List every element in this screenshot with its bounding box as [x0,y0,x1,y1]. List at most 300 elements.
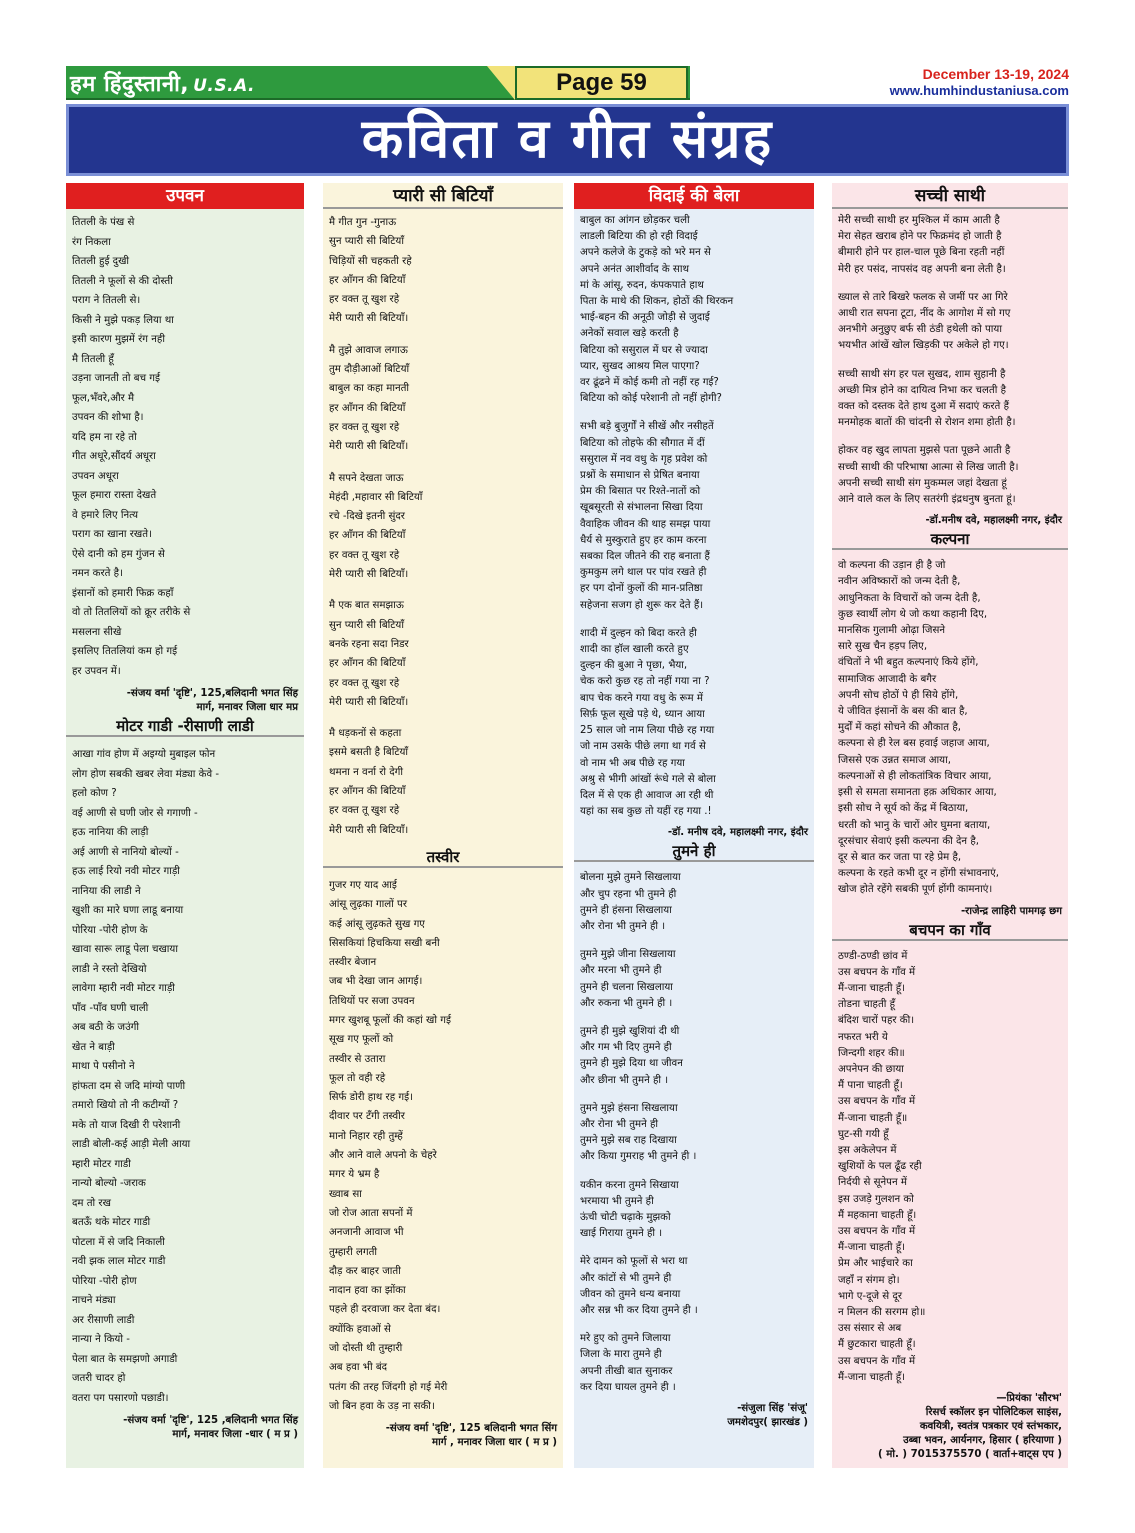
poem-line: खुशी का मारे घणा लाडू बनाया [72,905,184,916]
poem-line: जतरी चादर हो [72,1373,126,1384]
poem-line: तुमने ही मुझे दिया था जीवन [580,1058,683,1070]
poem-line: खूबसूरती से संभालना सिखा दिया [580,502,703,514]
poem-line: अर रीसाणी लाडी [72,1314,135,1326]
poem-line: दिल में से एक ही आवाज आ रही थी [580,789,714,801]
poem-line: मां के आंसू, रुदन, कंपकपाते हाथ [580,279,704,291]
website-link[interactable]: www.humhindustaniusa.com [889,83,1069,98]
poem-line: मके तो याज दिखी री परेशानी [72,1119,181,1131]
poem-line: प्रश्नों के समाधान से प्रेषित बनाया [580,470,700,482]
poem-line: हर उपवन में। [72,665,121,677]
poem-line: पोरिया -पोरी होण के [72,924,148,936]
poem-line: इसलिए तितलियां कम हो गई [72,646,178,657]
poem-line: पाँव -पाँव घणी चाली [72,1002,149,1014]
poem-line: हलो कोण ? [72,788,117,799]
poem-line: बनके रहना सदा निडर [329,638,409,650]
poem-line: मानो निहार रही तुम्हें [329,1130,403,1142]
poem-line: निर्दयी से सूनेपन में [838,1177,907,1189]
poem-line: दम तो रख [72,1197,111,1209]
poem-line: मरे हुए को तुमने जिलाया [580,1333,671,1345]
poem-line: नाचने मंड्या [72,1295,116,1306]
poem-line: दूर से बात कर जता पा रहे प्रेम है, [838,851,962,863]
byline: -राजेन्द्र लाहिरी पामगढ़ छग [960,905,1062,917]
byline: —प्रियंका 'सौरभ' [996,1393,1062,1404]
poem-line: और रोना भी तुमने ही । [580,920,666,932]
poem-pyari-bitiya [323,209,563,844]
poem-line: तुमने मुझे सब राह दिखाया [580,1135,677,1147]
poem-line: म्हारी मोटर गाडी [72,1158,131,1170]
poem-line: पहले ही दरवाजा कर देता बंद। [329,1304,441,1316]
column-3 [574,183,814,1468]
poem-line: वर ढूंढने में कोई कमी तो नहीं रह गई? [580,377,719,389]
poem-line: मै तुझे आवाज लगाऊ [329,344,408,356]
poem-line: जहाँ न संगम हो। [838,1274,900,1286]
poem-line: लाडी ने रस्तो देखियो [72,963,147,975]
poem-line: मसलना सीखे [72,626,122,638]
poem-line: सिसकियां हिचकिया सखी बनी [329,937,440,949]
stanza-gap [580,1242,808,1254]
poem-vidai [574,209,814,824]
poem-title-sacchi-sathi: सच्ची साथी [832,183,1068,209]
banner-title: कविता व गीत संग्रह [361,107,774,170]
poem-line: ऊंची चोटी चढ़ाके मुझको [580,1211,671,1223]
poem-line: पिता के माथे की शिकन, होठों की थिरकन [580,296,734,308]
poem-line: सहेजना सजग हो शुरू कर देते हैं। [580,599,704,611]
poem-line: ससुराल में नव वधु के गृह प्रवेश को [580,453,708,465]
poem-line: हर आँगन की बिटियाँ [329,530,406,542]
poem-kalpana [832,554,1068,902]
poem-line: हर पग दोनों कुलों की मान-प्रतिष्ठा [580,583,703,595]
stanza-gap [329,457,557,469]
poem-line: कई आंसू लुढ़कते सुख गए [329,918,425,930]
poem-line: कल्पनाओं से ही लोकतांत्रिक विचार आया, [838,770,992,782]
poem-line: वंचितों ने भी बहुत कल्पनाएं किये होंगे, [838,657,979,669]
poem-line: प्यार, सुखद आश्रय मिल पाएगा? [580,360,700,372]
poem-line: आधुनिकता के विचारों को जन्म देती है, [838,592,981,604]
poem-line: नफरत भरी ये [838,1031,888,1043]
poem-line: अपनी तीखी बात सुनाकर [580,1365,673,1377]
poem-line: शादी में दुल्हन को बिदा करते ही [580,627,697,639]
poem-line: हर वक्त तू खुश रहे [329,421,400,433]
stanza-gap [329,329,557,341]
poem-line: तस्वीर बेजान [329,957,377,969]
poem-line: कुमकुम लगे थाल पर पांव रखते ही [580,567,707,579]
poem-line: यदि हम ना रहे तो [72,431,137,443]
poem-line: तुम दौड़ीआओं बिटियाँ [329,364,410,376]
poem-upvan [66,209,304,685]
poem-tasveer [323,872,563,1420]
poem-line: मगर खुशबू फूलों की कहां खो गई [329,1014,451,1026]
poem-line: होकर वह खुद लापता मुझसे पता पूछने आती है [838,445,1011,457]
poem-line: क्योंकि हवाओं से [329,1323,391,1335]
poem-line: जीवन को तुमने धन्य बनाया [580,1288,681,1300]
poem-line: भरमाया भी तुमने ही [580,1195,654,1207]
poem-line: वई आणी से घणी जोर से गगाणी - [72,807,198,819]
byline: -संजय वर्मा 'दृष्टि', 125 ,बलिदानी भगत सिंह [123,1415,298,1426]
poem-line: यकीन करना तुमने सिखाया [580,1179,679,1191]
poem-line: और आने वाले अपनो के चेहरे [329,1150,437,1162]
poem-sacchi-sathi [832,209,1068,512]
poem-line: दीवार पर टँगी तस्वीर [329,1111,405,1123]
poem-title-motor-gadi: मोटर गाडी -रीसाणी लाडी [66,715,304,737]
poem-line: तुमने मुझे हंसना सिखलाया [580,1102,678,1114]
poem-title-tumne-hi: तुमने ही [574,840,814,862]
poem-line: मैं पाना चाहती हूँ। [838,1080,903,1092]
poem-line: रंग निकला [72,236,111,248]
poem-line: मै एक बात समझाऊ [329,600,404,612]
stanza-gap [329,584,557,596]
poem-line: हर वक्त तू खुश रहे [329,294,400,306]
poem-line: प्रेम और भाईचारे का [838,1258,913,1270]
poem-line: खावा सारू लाडू पेला चखाया [72,944,178,955]
poem-line: थमना न वर्ना रो देगी [329,766,404,778]
poem-line: तिथियों पर सजा उपवन [329,995,415,1007]
poem-line: गुजर गए याद आई [329,879,397,891]
poem-line: अपनेपन की छाया [838,1063,904,1075]
poem-line: हर आँगन की बिटियाँ [329,658,406,670]
poem-line: पोटला में से जदि निकाली [72,1236,165,1248]
poem-line: खोज होते रहेंगे सबकी पूर्ण होंगी कामनाएं। [838,884,993,896]
byline: जमशेदपुर( झारखंड ) [727,1417,808,1428]
poem-line: तितली के पंख से [72,217,135,228]
poem-line: अपने अनंत आशीर्वाद के साथ [580,263,689,275]
poem-line: गीत अधूरे,सौंदर्य अधूरा [72,451,156,462]
poem-line: हऊ नानिया की लाड़ी [72,827,149,838]
poem-line: सुन प्यारी सी बिटियाँ [329,619,404,631]
poem-line: अपनी सोच होठों पे ही सिये होंगे, [838,689,959,701]
poem-line: वे हमारे लिए नित्य [72,509,139,521]
poem-line: तुमने ही हंसना सिखलाया [580,904,672,916]
poem-line: हर आँगन की बिटियाँ [329,402,406,414]
poem-line: कल्पना से ही रेल बस हवाई जहाज आया, [838,738,990,750]
poem-line: मेरी प्यारी सी बिटियाँ। [329,441,409,453]
poem-line: भयभीत आंखें खोल खिड़की पर अकेले हो गए। [838,340,1009,352]
poem-line: मेरी प्यारी सी बिटियाँ। [329,824,409,836]
poem-line: वतरा पग पसारणो पछाडी। [72,1392,169,1404]
poem-line: मेरा सेहत खराब होने पर फिक्रमंद हो जाती है [838,231,1002,243]
poem-tumne-hi [574,866,814,1400]
poem-line: तितली हुई दुखी [72,256,130,267]
poem-line: दुल्हन की बुआ ने पृछा, भैया, [580,660,688,672]
poem-line: कर दिया घायल तुमने ही । [580,1381,676,1393]
poem-line: जो दोस्ती थी तुम्हारी [329,1343,403,1355]
poem-title-tasveer: तस्वीर [323,846,563,868]
poem-line: मेरी सच्ची साथी हर मुश्किल में काम आती है [838,215,1000,226]
poem-line: बाबुल का आंगन छोड़कर चली [580,215,690,226]
poem-line: तमारो खियो तो नी कटीग्यों ? [72,1100,179,1111]
poem-line: फूल,भँवरे,और मै [72,392,135,404]
stanza-gap [580,1012,808,1024]
poem-line: पेला बात के समझणो अगाडी [72,1353,178,1365]
poem-line: उपवन अधूरा [72,470,119,482]
poem-line: हर वक्त तू खुश रहे [329,805,400,817]
poem-line: वो नाम भी अब पीछे रह गया [580,757,685,769]
poem-line: इस उजड़े गुलशन को [838,1193,914,1205]
poem-line: और चुप रहना भी तुमने ही [580,888,677,900]
poem-line: सुन प्यारी सी बिटियाँ [329,236,404,248]
page-number: Page 59 [515,66,688,100]
poem-line: हर वक्त तू खुश रहे [329,677,400,689]
poem-line: तुमने ही चलना सिखलाया [580,981,673,993]
poem-line: भाई-बहन की अनूठी जोड़ी से जुदाई [580,312,710,324]
poem-line: लोग होण सबकी खबर लेवा मंड्या केवे - [72,768,220,780]
poem-line: तस्वीर से उतारा [329,1053,386,1065]
poem-title-pyari-bitiya: प्यारी सी बिटियाँ [323,183,563,209]
poem-line: रचे -दिखे इतनी सुंदर [329,511,405,523]
stanza-gap [838,431,1062,443]
poem-line: और छीना भी तुमने ही । [580,1074,669,1086]
column-1 [66,183,304,1468]
byline: मार्ग, मनावर जिला धार मप्र [196,702,298,713]
poem-line: सारे सुख चैन हड़प लिए, [838,641,928,653]
poem-line: अनजानी आवाज भी [329,1227,404,1239]
poem-line: नादान हवा का झोंका [329,1285,406,1297]
poem-line: पराग ने तितली से। [72,295,141,306]
poem-line: सच्ची साथी संग हर पल सुखद, शाम सुहानी है [838,368,1006,380]
poem-title-bachpan-ka-gaon: बचपन का गाँव [832,919,1068,941]
poem-line: वैवाहिक जीवन की थाह समझ पाया [580,518,711,530]
poem-line: अपनी सच्ची साथी संग मुकम्मल जहां देखता हूं [838,477,1007,489]
poem-line: हऊ लाई रियो नवी मोटर गाड़ी [72,866,180,877]
poem-line: जो बिन हवा के उड़ ना सकी। [329,1400,435,1412]
poem-line: आंसू लुढ़का गालों पर [329,899,407,911]
poem-line: पोरिया -पोरी होण [72,1275,137,1287]
poem-line: इंसानों को हमारी फिक्र कहाँ [72,587,174,599]
poem-line: जिला के मारा तुमने ही [580,1349,662,1361]
section-banner [66,104,1069,176]
stanza-gap [580,614,808,626]
poem-line: ये जीवित इंसानों के बस की बात है, [838,706,968,718]
poem-line: ख्याल से तारे बिखरे फलक से जमीं पर आ गिरे [838,291,1008,303]
poem-line: खुशियों के पल ढूँढ रही [838,1161,922,1173]
poem-line: वो तो तितलियों को क्रूर तरीके से [72,607,191,618]
poem-line: दूरसंचार सेवाएं इसी कल्पना की देन है, [838,835,979,847]
poem-line: मगर ये भ्रम है [329,1169,380,1181]
poem-title-vidai: विदाई की बेला [574,183,814,209]
byline: रिसर्च स्कॉलर इन पोलिटिकल साइंस, [925,1407,1062,1418]
poem-line: और रुकना भी तुमने ही । [580,997,673,1009]
byline: मार्ग, मनावर जिला -धार ( म प्र ) [172,1429,298,1440]
poem-line: वक्त को दस्तक देते हाथ दुआ में सदाएं करते हैं [838,401,1010,413]
poem-line: बिटिया को कोई परेशानी तो नहीं होगी? [580,393,722,405]
poem-line: ख्वाब सा [329,1188,362,1200]
poem-line: शादी का हॉल खाली करते हुए [580,644,689,656]
poem-line: नवीन अविष्कारों को जन्म देती है, [838,576,961,588]
poem-line: मेरी हर पसंद, नापसंद वह अपनी बना लेती है। [838,263,1006,275]
brand-logo: हम हिंदुस्तानी, U.S.A. [70,72,256,97]
poem-line: तुम्हारी लगती [329,1246,378,1258]
poem-line: ऐसे दानी को हम गुंजन से [72,548,165,560]
poem-line: अनभीगे अनुछुए बर्फ सी ठंडी हथेली को पाया [838,324,1002,336]
poem-line: मै तितली हूँ [72,353,114,365]
poem-line: किसी ने मुझे पकड़ लिया था [72,314,174,326]
poem-motor-gadi [66,741,304,1412]
issue-date: December 13-19, 2024 [922,66,1069,82]
poem-line: फूल तो वही रहे [329,1072,386,1084]
poem-line: माथा पे पसीनो ने [72,1061,135,1072]
poem-line: फूल हमारा रास्ता देखते [72,490,157,501]
poem-line: बाबुल का कहा मानती [329,383,410,395]
poem-line: घुट-सी गयी हूँ [838,1128,889,1140]
poem-line: दौड़ कर बाहर जाती [329,1265,401,1277]
poem-line: जो नाम उसके पीछे लगा था गर्व से [580,741,706,753]
poem-line: आने वाले कल के लिए सतरंगी इंद्रधनुष बुनता हूं। [838,494,1016,506]
poem-title-upvan: उपवन [66,183,304,209]
poem-line: उस बचपन के गाँव में [838,1355,916,1367]
poem-line: मैं छुटकारा चाहती हूँ। [838,1339,916,1351]
poem-line: अब हवा भी बंद [329,1362,388,1374]
poem-line: भागे ए-दूजे से दूर [838,1290,902,1302]
poem-line: धरती को भानु के चारों ओर घुमना बताया, [838,819,991,831]
poem-line: न मिलन की सरगम हो॥ [838,1306,926,1318]
poem-line: ठण्डी-ठण्डी छांव में [838,950,908,962]
poem-line: सभी बड़े बुजुर्गों ने सीखें और नसीहतें [580,421,714,433]
poem-line: मै सपने देखता जाऊ [329,472,404,484]
poem-line: आखा गांव होण में अइग्यो मुबाइल फोन [72,749,216,760]
poem-line: जो रोज आता सपनों में [329,1207,413,1219]
poem-line: उस बचपन के गाँव में [838,1225,916,1237]
poem-line: हर आँगन की बिटियाँ [329,786,406,798]
poem-line: खाई गिराया तुमने ही । [580,1228,663,1240]
poem-line: उस बचपन के गाँव में [838,966,916,978]
poem-line: नानिया की लाडी ने [72,885,141,897]
poem-line: अब बठी के जउंगी [72,1022,140,1033]
poem-line: मेरे दामन को फूलों से भरा था [580,1256,688,1268]
poem-line: हांफता दम से जदि मांग्यो पाणी [72,1080,186,1092]
column-2 [323,183,563,1468]
poem-line: और गम भी दिए तुमने ही [580,1042,672,1054]
poem-line: खेत ने बाड़ी [72,1041,115,1053]
poem-line: जिन्दगी शहर की॥ [838,1047,905,1059]
poem-line: उड़ना जानती तो बच गई [72,373,161,384]
byline: उब्बा भवन, आर्यनगर, हिसार ( हरियाणा ) [903,1435,1062,1446]
byline: ( मो. ) 7015375570 ( वार्ता+वाट्स एप ) [878,1449,1062,1460]
poem-line: तुमने ही मुझे खुशियां दी थी [580,1025,680,1037]
poem-line: मेरी प्यारी सी बिटियाँ। [329,696,409,708]
poem-line: मेहंदी ,महावार सी बिटियाँ [329,491,423,503]
poem-title-kalpana: कल्पना [832,528,1068,550]
poem-line: अनेकों सवाल खड़े करती है [580,328,679,340]
poem-line: मै धड़कनों से कहता [329,728,402,740]
poem-line: मानसिक गुलामी ओढ़ा जिसने [838,625,945,637]
poem-line: अपने कलेजे के टुकड़े को भरे मन से [580,247,711,259]
poem-line: सूख गए फूलों को [329,1034,394,1046]
poem-line: सिर्फ़ फूल सूखे पड़े थे, ध्यान आया [580,708,705,720]
byline: -डॉ. मनीष दवे, महालक्ष्मी नगर, इंदौर [667,827,808,839]
poem-line: इस अकेलेपन में [838,1144,897,1156]
stanza-gap [838,278,1062,290]
poem-line: बिटिया को ससुराल में घर से ज्यादा [580,344,708,356]
stanza-gap [838,355,1062,367]
poem-line: सबका दिल जीतने की राह बनाता हैं [580,551,710,563]
poem-line: बतऊँ थके मोटर गाडी [72,1217,151,1228]
poem-line: इसी सोच ने सूर्य को केंद्र में बिठाया, [838,803,969,815]
byline: कवयित्री, स्वतंत्र पत्रकार एवं स्तंभकार, [919,1421,1062,1432]
poem-line: तुमने मुझे जीना सिखलाया [580,949,676,961]
poem-line: बंदिश चारों पहर की। [838,1015,915,1027]
poem-line: सामाजिक आजादी के बगैर [838,673,937,685]
poem-line: मैं-जाना चाहती हूँ। [838,1371,905,1383]
poem-line: धैर्य से मुस्कुराते हुए हर काम करना [580,534,707,546]
poem-line: प्रेम की बिसात पर रिश्ते-नातों को [580,486,701,498]
poem-line: कुछ स्वार्थी लोग थे जो कथा कहानी दिए, [838,608,988,620]
poem-line: लाडली बिटिया की हो रही विदाई [580,231,698,243]
poem-line: अच्छी मित्र होने का दायित्व निभा कर चलती है [838,384,1007,396]
poem-line: मै गीत गुन -गुनाऊ [329,217,397,228]
poem-line: अश्रु से भीगी आंखों रूंधे गले से बोला [580,773,716,785]
byline: -संजुला सिंह 'संजू' [737,1403,808,1414]
poem-line: पतंग की तरह जिंदगी हो गई मेरी [329,1381,448,1393]
poem-line: बिटिया को तोहफे की सौगात में दीं [580,437,705,449]
poem-line: उस बचपन के गाँव में [838,1096,916,1108]
poem-line: बीमारी होने पर हाल-चाल पूछे बिना रहती नहीं [838,247,1005,259]
byline: -डॉ.मनीष दवे, महालक्ष्मी नगर, इंदौर [925,515,1062,527]
poem-line: तितली ने फूलों से की दोस्ती [72,275,173,287]
poem-line: लावेगा म्हारी नवी मोटर गाड़ी [72,983,175,994]
poem-line: मेरी प्यारी सी बिटियाँ। [329,313,409,325]
poem-line: पराग का खाना रखते। [72,529,152,540]
poem-line: मैं-जाना चाहती हूँ॥ [838,1112,908,1124]
poem-line: इसी से समता समानता हक़ अधिकार आया, [838,787,997,799]
poem-line: सच्ची साथी की परिभाषा आत्मा से लिख जाती है। [838,461,1019,473]
poem-line: और किया गुमराह भी तुमने ही । [580,1151,697,1163]
poem-line: तोडना चाहती हूँ [838,999,896,1011]
poem-line: अई आणी से नानियो बोल्यों - [72,846,179,858]
byline: -संजय वर्मा 'दृष्टि', 125,बलिदानी भगत सिंह [126,688,298,699]
poem-line: बाप चेक करने गया वधु के रूम में [580,692,703,704]
poem-line: नमन करते है। [72,568,123,579]
poem-line: मेरी प्यारी सी बिटियाँ। [329,569,409,581]
poem-line: चिड़ियों सी चहकती रहे [329,255,412,267]
byline: -संजय वर्मा 'दृष्टि', 125 बलिदानी भगत सिंग [385,1423,557,1435]
poem-line: यहां का सब कुछ तो यहीं रह गया .! [580,806,712,818]
poem-line: नवी झक लाल मोटर गाडी [72,1256,166,1267]
poem-line: इसमे बसती है बिटियाँ [329,747,409,759]
poem-line: कल्पना के रहते कभी दूर न होंगी संभावनाएं, [838,868,999,880]
stanza-gap [580,1319,808,1331]
stanza-gap [580,1166,808,1178]
poem-line: जब भी देखा जान आगई। [329,976,423,988]
poem-line: आधी रात सपना टूटा, नींद के आगोश में सो गए [838,308,1011,320]
poem-bachpan-ka-gaon [832,945,1068,1390]
stanza-gap [580,935,808,947]
poem-line: मैं-जाना चाहती हूँ। [838,982,905,994]
poem-line: मैं-जाना चाहती हूँ। [838,1242,905,1254]
column-4 [832,183,1068,1468]
poem-line: 25 साल जो नाम लिया पीछे रह गया [580,725,715,737]
poem-line: चेक करो कुछ रह तो नहीं गया ना ? [580,676,710,688]
poem-line: और मरना भी तुमने ही [580,965,662,977]
stanza-gap [329,712,557,724]
poem-line: लाडी बोली-कई आड़ी मेली आया [72,1139,191,1150]
poem-line: सिर्फ डोरी हाथ रह गई। [329,1092,413,1104]
poem-line: उपवन की शोभा है। [72,412,144,423]
stanza-gap [580,407,808,419]
stanza-gap [580,1089,808,1101]
poem-line: जिससे एक उन्नत समाज आया, [838,754,951,766]
poem-line: हर वक्त तू खुश रहे [329,549,400,561]
poem-line: मनमोहक बातों की चांदनी से रोशन शमा होती है। [838,417,1016,429]
poem-line: वो कल्पना की उड़ान ही है जो [838,560,946,572]
poem-line: और कांटों से भी तुमने ही [580,1272,672,1284]
poem-line: हर आँगन की बिटियाँ [329,274,406,286]
poem-line: नान्या ने कियो - [72,1334,130,1345]
byline: मार्ग , मनावर जिला धार ( म प्र ) [432,1437,557,1449]
poem-line: बोलना मुझे तुमने सिखलाया [580,872,681,884]
poem-line: और रोना भी तुमने ही [580,1118,659,1130]
poem-line: मुर्दों में कहां सोचने की औकात है, [838,722,961,734]
poem-line: उस संसार से अब [838,1323,902,1335]
poem-line: मैं महकाना चाहती हूँ। [838,1209,917,1221]
